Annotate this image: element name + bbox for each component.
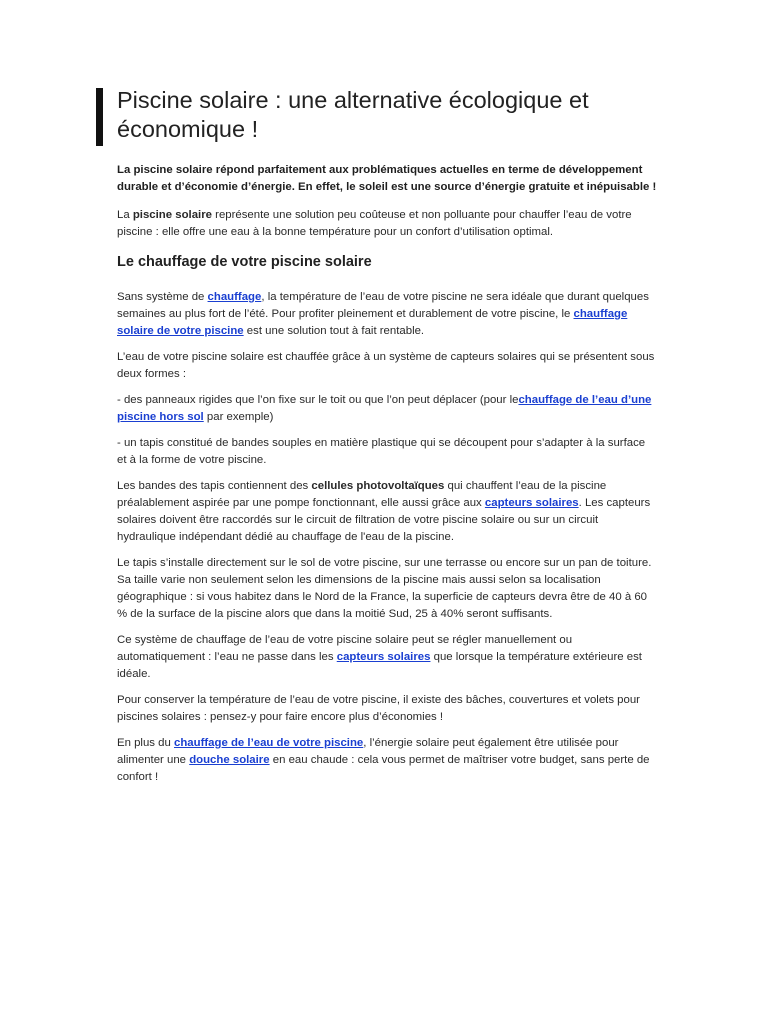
link-chauffage-eau-piscine[interactable]: chauffage de l’eau de votre piscine (174, 737, 364, 749)
link-douche-solaire[interactable]: douche solaire (189, 754, 270, 766)
list-item: - des panneaux rigides que l’on fixe sur le toit ou que l’on peut déplacer (pour lechauffage de l’eau d’une piscine hors sol par exemple) (117, 394, 652, 423)
paragraph: En plus du chauffage de l’eau de votre piscine, l’énergie solaire peut également être utilisée pour alimenter une douche solaire en eau chaude : cela vous permet de maîtriser votre budget, sans perte de confort ! (117, 737, 650, 783)
intro-paragraph: La piscine solaire répond parfaitement aux problématiques actuelles en terme de développement durable et d’économie d’énergie. En effet, le soleil est une source d’énergie gratuite et inépuisable ! (117, 164, 657, 193)
paragraph: Pour conserver la température de l’eau de votre piscine, il existe des bâches, couvertures et volets pour piscines solaires : pensez-y pour faire encore plus d’économies ! (117, 694, 640, 723)
paragraph: Les bandes des tapis contiennent des cellules photovoltaïques qui chauffent l’eau de la piscine préalablement aspirée par une pompe fonctionnant, elle aussi grâce aux capteurs solaires. Les capteurs solaires doivent être raccordés sur le circuit de filtration de votre piscine solaire ou sur un circuit hydraulique indépendant dédié au chauffage de l'eau de la piscine. (117, 480, 651, 543)
title-accent-bar (96, 88, 103, 146)
paragraph: Sans système de chauffage, la température de l’eau de votre piscine ne sera idéale que durant quelques semaines au plus fort de l’été. Pour profiter pleinement et durablement de votre piscine, le chauffage solaire de votre piscine est une solution tout à fait rentable. (117, 291, 649, 337)
paragraph: La piscine solaire représente une solution peu coûteuse et non polluante pour chauffer l’eau de votre piscine : elle offre une eau à la bonne température pour un confort d’utilisation optimal. (117, 209, 632, 238)
bold-term: cellules photovoltaïques (311, 480, 445, 492)
bold-term: piscine solaire (132, 209, 212, 221)
article-body (117, 162, 657, 795)
list-item: - un tapis constitué de bandes souples en matière plastique qui se découpent pour s’adapter à la surface et à la forme de votre piscine. (117, 437, 646, 466)
link-capteurs-solaires-2[interactable]: capteurs solaires (336, 651, 431, 663)
section-heading: Le chauffage de votre piscine solaire (117, 254, 372, 270)
link-chauffage-solaire[interactable]: chauffage solaire de votre piscine (117, 308, 628, 337)
paragraph: Le tapis s’installe directement sur le sol de votre piscine, sur une terrasse ou encore sur un pan de toiture. Sa taille varie non seulement selon les dimensions de la piscine mais aussi selon sa localisation géographique : si vous habitez dans le Nord de la France, la superficie de capteurs devra être de 40 à 60 % de la surface de la piscine alors que dans la moitié Sud, 25 à 40% seront suffisants. (117, 557, 652, 620)
link-capteurs-solaires[interactable]: capteurs solaires (484, 497, 579, 509)
paragraph: Ce système de chauffage de l’eau de votre piscine solaire peut se régler manuellement ou automatiquement : l’eau ne passe dans les capteurs solaires que lorsque la température extérieure est idéale. (117, 634, 642, 680)
page-title: Piscine solaire : une alternative écologique et économique ! (117, 87, 589, 142)
paragraph: L’eau de votre piscine solaire est chauffée grâce à un système de capteurs solaires qui se présentent sous deux formes : (117, 351, 655, 380)
link-chauffage[interactable]: chauffage (207, 291, 262, 303)
link-chauffage-hors-sol[interactable]: chauffage de l’eau d’une piscine hors sol (117, 394, 652, 423)
